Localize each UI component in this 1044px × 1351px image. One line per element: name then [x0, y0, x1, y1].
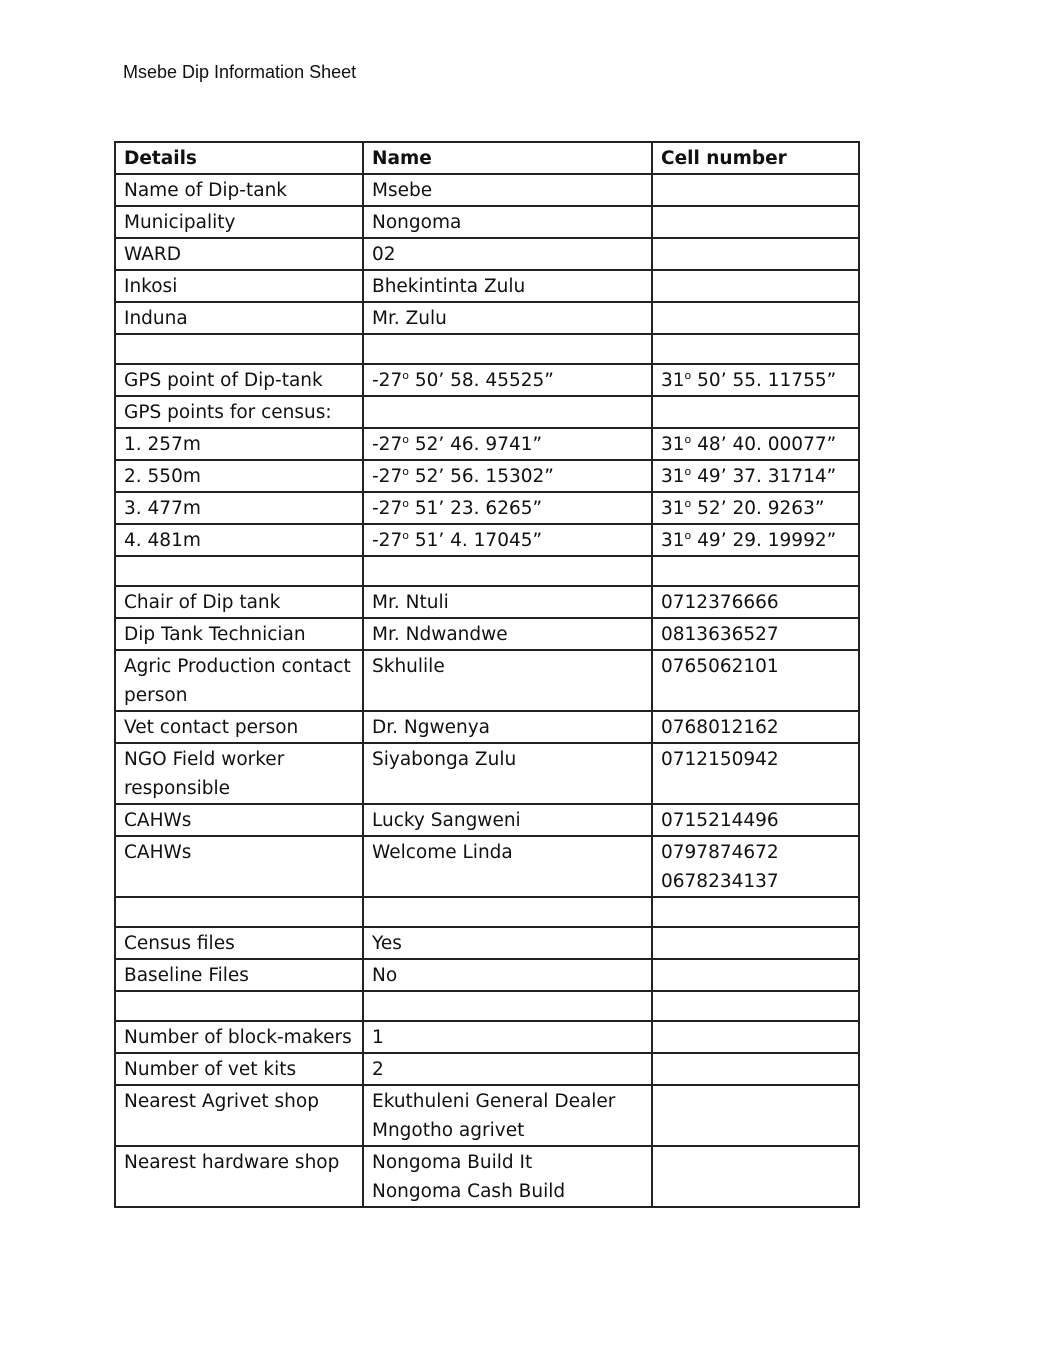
table-row: [115, 586, 859, 618]
cell-detail: Number of vet kits: [115, 1053, 363, 1085]
cell-name: [363, 1146, 652, 1207]
gps-minutes-seconds: 52’ 46. 9741”: [408, 434, 543, 455]
table-body: [115, 174, 859, 1207]
table-row: [115, 711, 859, 743]
cell-number: 0768012162: [652, 711, 859, 743]
cell-number: [652, 174, 859, 206]
cell-detail: CAHWs: [115, 804, 363, 836]
table-row: [115, 836, 859, 897]
degree-symbol: o: [684, 497, 692, 510]
cell-detail: Agric Production contact person: [115, 650, 363, 711]
cell-number: [652, 991, 859, 1021]
cell-detail: GPS points for census:: [115, 396, 363, 428]
cell-name: Mr. Zulu: [363, 302, 652, 334]
cell-line: Nongoma Build It: [372, 1152, 533, 1173]
cell-number: [652, 238, 859, 270]
degree-symbol: o: [402, 465, 409, 478]
table-row: [115, 556, 859, 586]
table-row: [115, 1085, 859, 1146]
table-header-row: [115, 142, 859, 174]
cell-detail: NGO Field worker responsible: [115, 743, 363, 804]
degree-symbol: o: [684, 433, 692, 446]
cell-name: Skhulile: [363, 650, 652, 711]
cell-number: [652, 1085, 859, 1146]
cell-name: [363, 991, 652, 1021]
cell-name: [363, 334, 652, 364]
degree-symbol: o: [402, 529, 409, 542]
gps-degrees: -27: [372, 466, 403, 487]
degree-symbol: o: [402, 433, 409, 446]
table-row: [115, 1146, 859, 1207]
cell-name: 1: [363, 1021, 652, 1053]
cell-name: [363, 492, 652, 524]
table-row: [115, 927, 859, 959]
cell-line: Mngotho agrivet: [372, 1120, 525, 1141]
table-row: [115, 804, 859, 836]
gps-minutes-seconds: 52’ 20. 9263”: [691, 498, 825, 519]
cell-name: [363, 428, 652, 460]
cell-number: [652, 270, 859, 302]
cell-detail: Dip Tank Technician: [115, 618, 363, 650]
cell-number: 0765062101: [652, 650, 859, 711]
table-row: [115, 428, 859, 460]
degree-symbol: o: [684, 465, 692, 478]
cell-detail: Nearest hardware shop: [115, 1146, 363, 1207]
cell-detail: 2. 550m: [115, 460, 363, 492]
cell-detail: 4. 481m: [115, 524, 363, 556]
table-row: [115, 396, 859, 428]
cell-number: [652, 396, 859, 428]
table-row: [115, 302, 859, 334]
table-row: [115, 492, 859, 524]
gps-degrees: 31: [661, 530, 685, 551]
gps-degrees: 31: [661, 434, 685, 455]
cell-name: Siyabonga Zulu: [363, 743, 652, 804]
table-row: [115, 174, 859, 206]
cell-number: 0712150942: [652, 743, 859, 804]
table-row: [115, 650, 859, 711]
gps-degrees: -27: [372, 434, 403, 455]
gps-minutes-seconds: 49’ 29. 19992”: [691, 530, 837, 551]
cell-number: [652, 524, 859, 556]
cell-name: 2: [363, 1053, 652, 1085]
cell-number: [652, 959, 859, 991]
cell-name: [363, 364, 652, 396]
gps-minutes-seconds: 51’ 23. 6265”: [408, 498, 543, 519]
cell-detail: [115, 334, 363, 364]
cell-name: [363, 1085, 652, 1146]
cell-number: [652, 302, 859, 334]
cell-name: Nongoma: [363, 206, 652, 238]
document-title: Msebe Dip Information Sheet: [123, 62, 357, 82]
cell-detail: Number of block-makers: [115, 1021, 363, 1053]
cell-detail: WARD: [115, 238, 363, 270]
cell-number: [652, 897, 859, 927]
table-row: [115, 364, 859, 396]
degree-symbol: o: [402, 369, 409, 382]
cell-name: Dr. Ngwenya: [363, 711, 652, 743]
cell-detail: Chair of Dip tank: [115, 586, 363, 618]
cell-name: Bhekintinta Zulu: [363, 270, 652, 302]
cell-number: [652, 206, 859, 238]
cell-number: [652, 1053, 859, 1085]
table-row: [115, 618, 859, 650]
table-row: [115, 206, 859, 238]
table-row: [115, 460, 859, 492]
cell-detail: GPS point of Dip-tank: [115, 364, 363, 396]
cell-name: [363, 524, 652, 556]
cell-detail: [115, 556, 363, 586]
cell-name: Mr. Ntuli: [363, 586, 652, 618]
cell-name: Lucky Sangweni: [363, 804, 652, 836]
cell-number: [652, 556, 859, 586]
gps-minutes-seconds: 49’ 37. 31714”: [691, 466, 837, 487]
gps-minutes-seconds: 51’ 4. 17045”: [408, 530, 543, 551]
cell-number: [652, 1021, 859, 1053]
cell-number: 0715214496: [652, 804, 859, 836]
table-row: [115, 270, 859, 302]
gps-degrees: -27: [372, 370, 403, 391]
table-row: [115, 524, 859, 556]
gps-minutes-seconds: 52’ 56. 15302”: [408, 466, 554, 487]
table-row: [115, 959, 859, 991]
cell-number: [652, 460, 859, 492]
cell-name: [363, 556, 652, 586]
table-row: [115, 1053, 859, 1085]
table-row: [115, 897, 859, 927]
cell-detail: Induna: [115, 302, 363, 334]
cell-detail: Baseline Files: [115, 959, 363, 991]
cell-detail: Vet contact person: [115, 711, 363, 743]
gps-minutes-seconds: 48’ 40. 00077”: [691, 434, 837, 455]
cell-detail: [115, 991, 363, 1021]
table-row: [115, 334, 859, 364]
gps-degrees: 31: [661, 498, 685, 519]
gps-minutes-seconds: 50’ 55. 11755”: [691, 370, 837, 391]
cell-line: 0678234137: [661, 871, 779, 892]
gps-degrees: 31: [661, 466, 685, 487]
header-name: Name: [363, 142, 652, 174]
cell-number: [652, 1146, 859, 1207]
cell-line: 0797874672: [661, 842, 779, 863]
table-row: [115, 743, 859, 804]
table-row: [115, 238, 859, 270]
cell-detail: CAHWs: [115, 836, 363, 897]
degree-symbol: o: [402, 497, 409, 510]
cell-detail: Municipality: [115, 206, 363, 238]
header-cell-number: Cell number: [652, 142, 859, 174]
cell-number: 0712376666: [652, 586, 859, 618]
cell-number: [652, 334, 859, 364]
table-row: [115, 991, 859, 1021]
table-row: [115, 1021, 859, 1053]
cell-detail: Inkosi: [115, 270, 363, 302]
cell-name: [363, 396, 652, 428]
gps-minutes-seconds: 50’ 58. 45525”: [408, 370, 554, 391]
gps-degrees: -27: [372, 530, 403, 551]
cell-detail: [115, 897, 363, 927]
cell-number: [652, 428, 859, 460]
degree-symbol: o: [684, 529, 692, 542]
cell-name: [363, 897, 652, 927]
cell-detail: 1. 257m: [115, 428, 363, 460]
gps-degrees: 31: [661, 370, 685, 391]
gps-degrees: -27: [372, 498, 403, 519]
cell-line: Ekuthuleni General Dealer: [372, 1091, 616, 1112]
cell-detail: 3. 477m: [115, 492, 363, 524]
cell-number: [652, 492, 859, 524]
degree-symbol: o: [684, 369, 692, 382]
cell-detail: Nearest Agrivet shop: [115, 1085, 363, 1146]
cell-number: [652, 364, 859, 396]
cell-name: Yes: [363, 927, 652, 959]
cell-name: [363, 460, 652, 492]
cell-line: Nongoma Cash Build: [372, 1181, 566, 1202]
cell-number: [652, 927, 859, 959]
cell-detail: Census files: [115, 927, 363, 959]
cell-number: 0813636527: [652, 618, 859, 650]
cell-name: 02: [363, 238, 652, 270]
dip-info-table: [114, 141, 860, 1208]
cell-name: Welcome Linda: [363, 836, 652, 897]
cell-number: [652, 836, 859, 897]
cell-name: Msebe: [363, 174, 652, 206]
cell-name: No: [363, 959, 652, 991]
header-details: Details: [115, 142, 363, 174]
cell-detail: Name of Dip-tank: [115, 174, 363, 206]
cell-name: Mr. Ndwandwe: [363, 618, 652, 650]
